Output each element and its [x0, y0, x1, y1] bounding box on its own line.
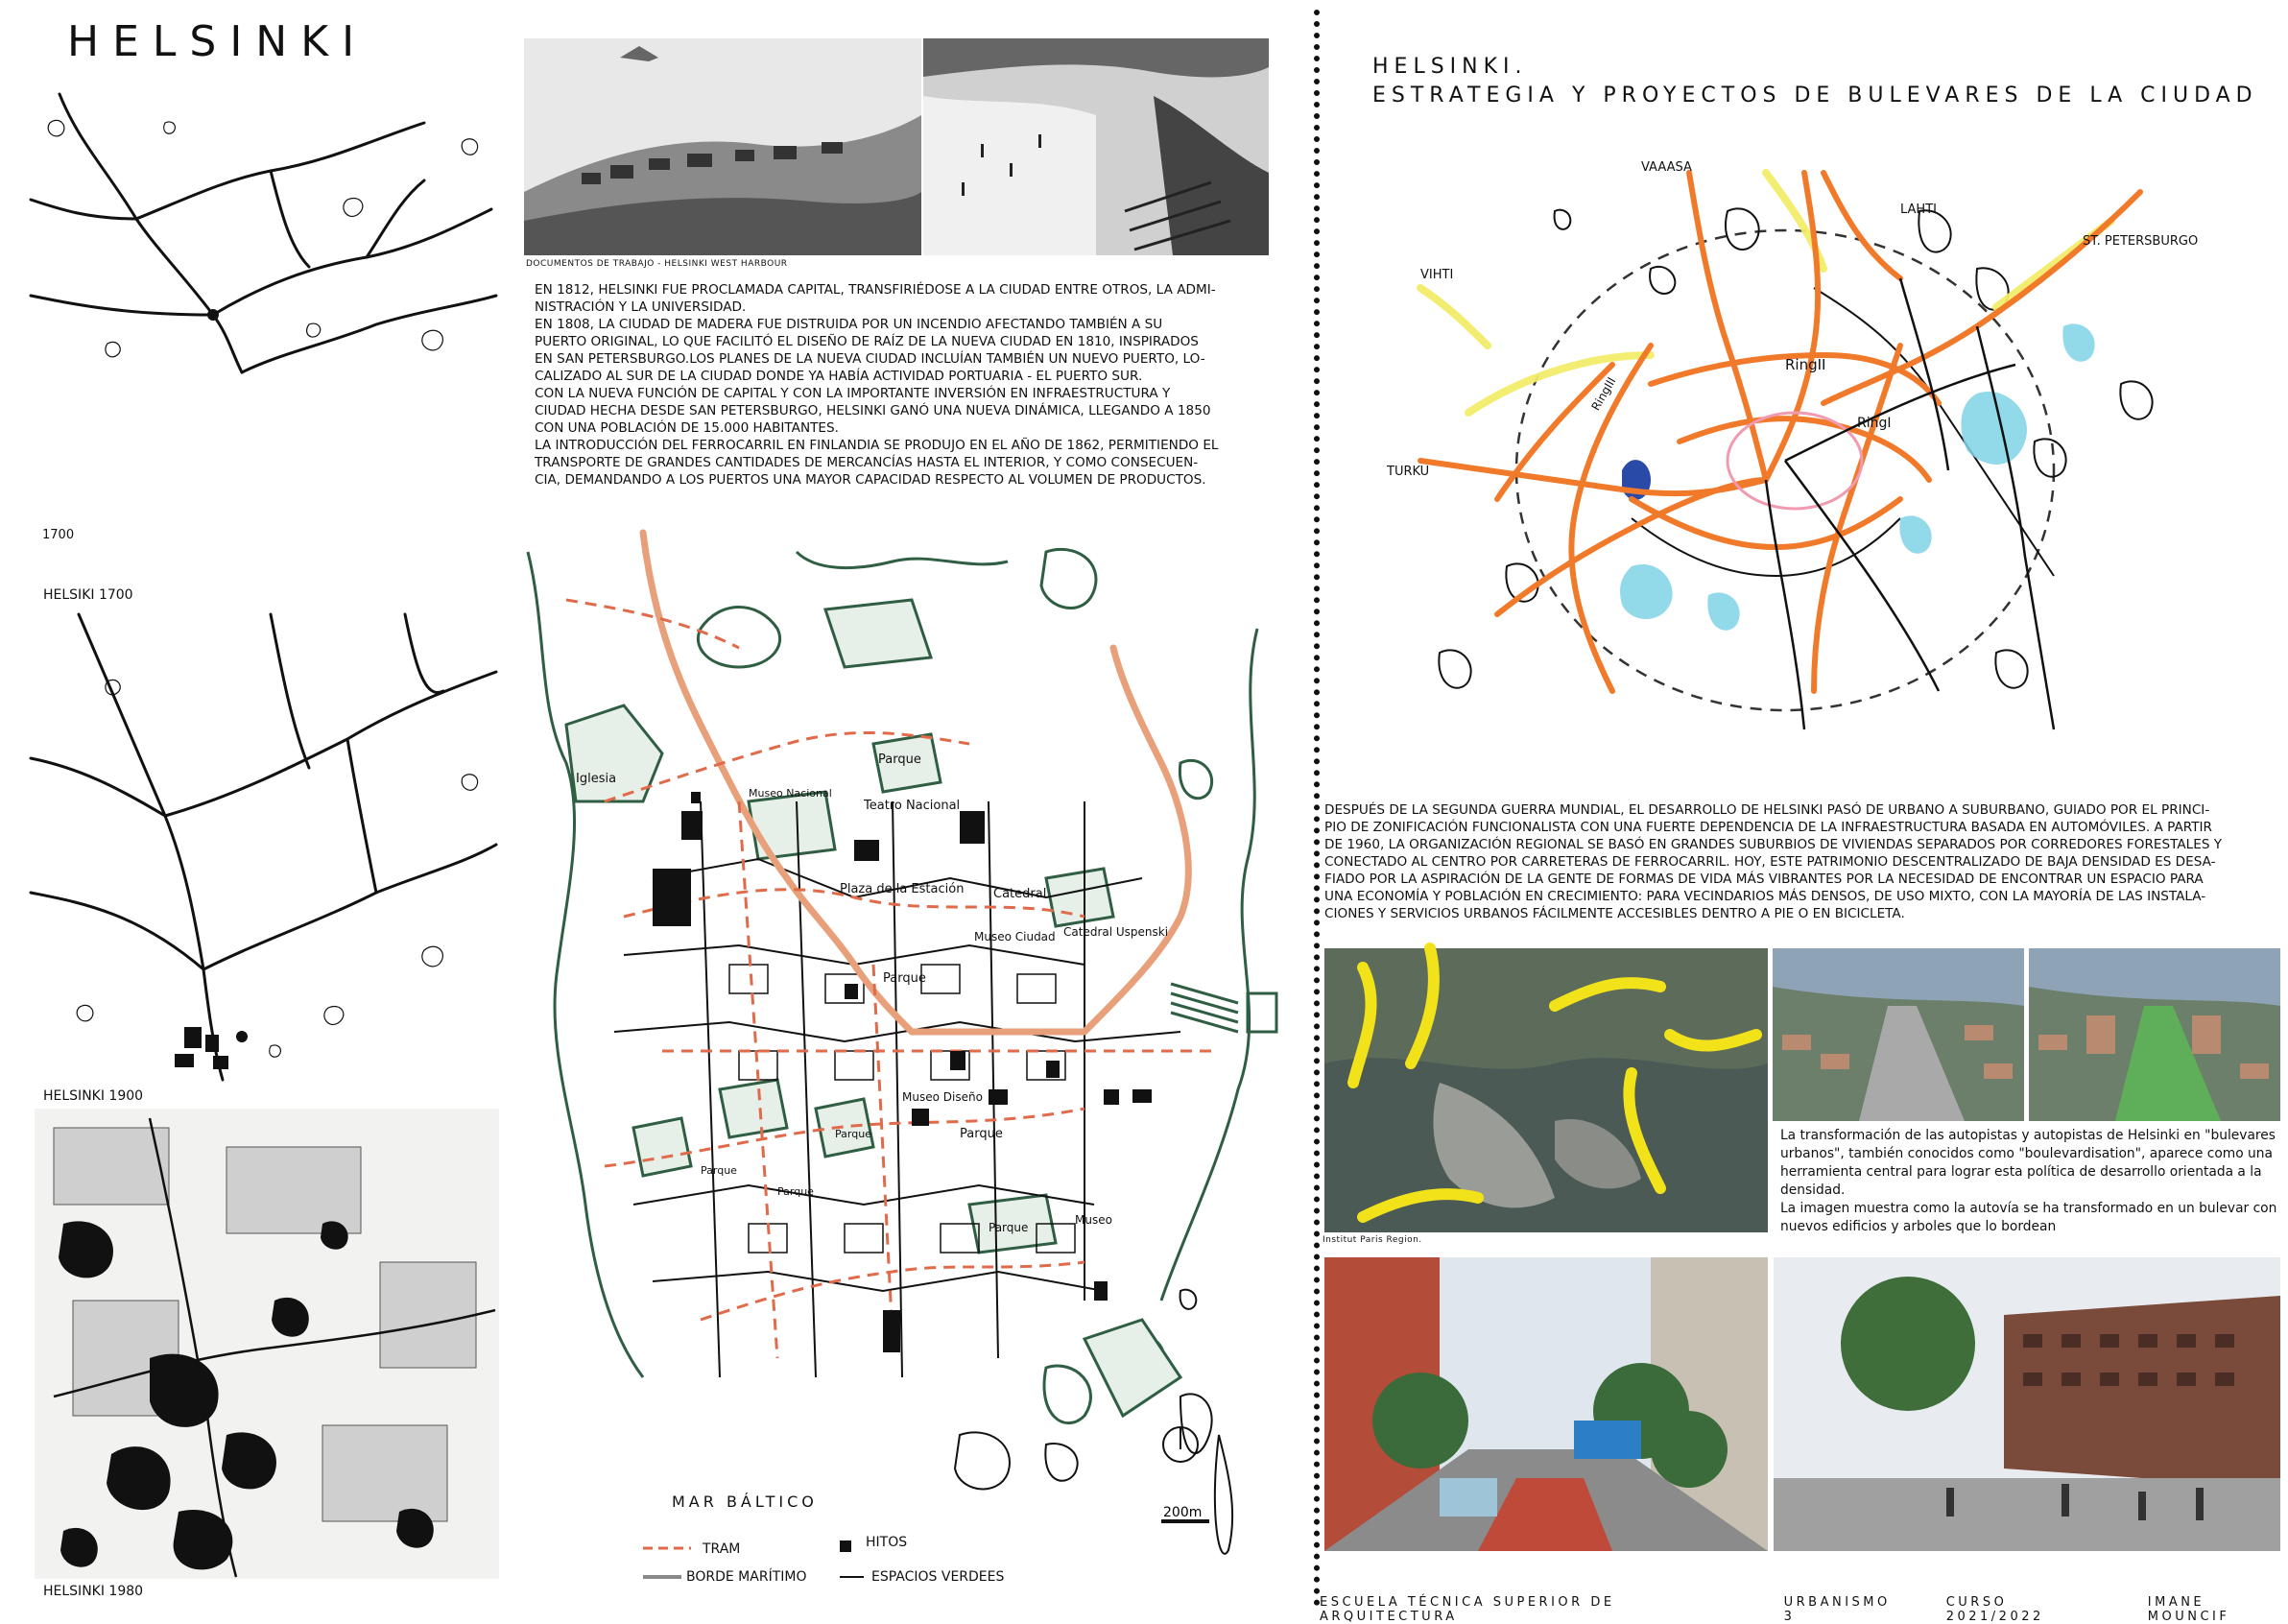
city-map-drawing [509, 513, 1296, 1608]
strategy-line: PIO DE ZONIFICACIÓN FUNCIONALISTA CON UNA FUERTE DEPENDENCIA DE LA INFRAESTRUCTURA BASADA EN AUTOMÓVILES. A PARTIR [1324, 820, 2212, 835]
legend-tram: TRAM [703, 1541, 741, 1557]
region-label-ring3: RingIII [1588, 374, 1619, 414]
page-footer [1320, 1595, 2288, 1624]
strategy-line: CONECTADO AL CENTRO POR CARRETERAS DE FERROCARRIL. HOY, ESTE PATRIMONIO DESCENTRALIZADO DE BAJA DENSIDAD ES DESA- [1324, 854, 2216, 870]
historic-map-1900 [21, 605, 501, 1085]
intro-line: CALIZADO AL SUR DE LA CIUDAD DONDE YA HABÍA ACTIVIDAD PORTUARIA - EL PUERTO SUR. [535, 369, 1143, 384]
map-1700-drawing [21, 84, 501, 392]
intro-line: CIA, DEMANDANDO A LOS PUERTOS UNA MAYOR CAPACIDAD RESPECTO AL VOLUMEN DE PRODUCTOS. [535, 472, 1206, 488]
label-parque-1: Parque [878, 752, 921, 767]
intro-line: CIUDAD HECHA DESDE SAN PETERSBURGO, HELSINKI GANÓ UNA NUEVA DINÁMICA, LLEGANDO A 1850 [535, 403, 1211, 418]
label-museo-ciudad: Museo Ciudad [974, 930, 1056, 943]
map-1900-drawing [21, 605, 501, 1085]
label-sea: MAR BÁLTICO [672, 1493, 818, 1511]
boulevard-line: La imagen muestra como la autovía se ha transformado en un bulevar con [1780, 1201, 2277, 1216]
intro-line: LA INTRODUCCIÓN DEL FERROCARRIL EN FINLANDIA SE PRODUJO EN EL AÑO DE 1862, PERMITIENDO EL [535, 438, 1219, 453]
region-map-drawing [1363, 154, 2227, 768]
region-label-st-petersburgo: ST. PETERSBURGO [2083, 234, 2199, 249]
map-1980-label: HELSINKI 1980 [43, 1584, 144, 1599]
strategy-line: DESPUÉS DE LA SEGUNDA GUERRA MUNDIAL, EL DESARROLLO DE HELSINKI PASÓ DE URBANO A SUBURBANO, GUIADO POR EL PRINCI- [1324, 802, 2210, 818]
strategy-line: FIADO POR LA ASPIRACIÓN DE LA GENTE DE FORMAS DE VIDA MÁS VIBRANTES POR LA NECESIDAD DE ENCONTRAR UN ESPACIO PARA [1324, 872, 2204, 887]
region-label-ring2: RingII [1785, 356, 1826, 373]
historic-map-1700 [21, 84, 501, 542]
harbour-caption: DOCUMENTOS DE TRABAJO - HELSINKI WEST HARBOUR [526, 259, 788, 269]
map-1700-label: HELSIKI 1700 [43, 587, 133, 603]
map-1900-label: HELSINKI 1900 [43, 1088, 144, 1104]
scale-label: 200m [1163, 1505, 1203, 1520]
highway-before-image [1773, 948, 2024, 1121]
strategy-line: DE 1960, LA ORGANIZACIÓN REGIONAL SE BASÓ EN GRANDES SUBURBIOS DE VIVIENDAS SEPARADOS POR CORREDORES FORESTALES Y [1324, 837, 2223, 852]
region-label-lahti: LAHTI [1900, 203, 1937, 217]
label-catedral-uspenski: Catedral Uspenski [1063, 925, 1169, 939]
intro-line: NISTRACIÓN Y LA UNIVERSIDAD. [535, 299, 747, 315]
legend-verdes: ESPACIOS VERDEES [871, 1569, 1005, 1585]
strategy-line: CIONES Y SERVICIOS URBANOS FÁCILMENTE ACCESIBLES DENTRO A PIE O EN BICICLETA. [1324, 906, 1905, 921]
label-parque-5: Parque [701, 1164, 737, 1177]
intro-line: CON LA NUEVA FUNCIÓN DE CAPITAL Y CON LA IMPORTANTE INVERSIÓN EN INFRAESTRUCTURA Y [535, 386, 1171, 401]
boulevard-after-image [2029, 948, 2280, 1121]
boulevard-render-1-image [1324, 1257, 1768, 1551]
legend-borde: BORDE MARÍTIMO [686, 1569, 807, 1585]
harbour-sketch-image [524, 38, 921, 255]
intro-line: PUERTO ORIGINAL, LO QUE FACILITÓ EL DISEÑO DE RAÍZ DE LA NUEVA CIUDAD EN 1810, INSPIRADOS [535, 334, 1199, 349]
harbour-photo-image [923, 38, 1269, 255]
boulevard-line: urbanos", también conocidos como "boulevardisation", aparece como una [1780, 1146, 2273, 1161]
right-title [1372, 53, 2258, 110]
intro-line: CON UNA POBLACIÓN DE 15.000 HABITANTES. [535, 420, 839, 436]
right-title-line1: HELSINKI. [1372, 55, 1528, 79]
right-title-line2: ESTRATEGIA Y PROYECTOS DE BULEVARES DE LA CIUDAD [1372, 84, 2258, 107]
region-label-ring1: RingI [1857, 416, 1892, 431]
intro-line: EN 1808, LA CIUDAD DE MADERA FUE DISTRUIDA POR UN INCENDIO AFECTANDO TAMBIÉN A SU [535, 317, 1163, 332]
boulevard-line: nuevos edificios y arboles que lo bordean [1780, 1219, 2057, 1234]
boulevard-text-block [1780, 1127, 2279, 1236]
region-label-turku: TURKU [1387, 465, 1430, 479]
region-label-vaaasa: VAAASA [1641, 160, 1692, 175]
historic-map-1980 [35, 1109, 499, 1579]
label-catedral: Catedral [993, 887, 1047, 901]
label-parque-2: Parque [883, 971, 926, 986]
footer-school: ESCUELA TÉCNICA SUPERIOR DE ARQUITECTURA [1320, 1595, 1615, 1624]
strategy-text-block [1324, 801, 2275, 922]
label-parque-6: Parque [777, 1185, 814, 1198]
label-parque-7: Parque [989, 1221, 1029, 1234]
city-map [509, 513, 1296, 1608]
label-iglesia: Iglesia [576, 772, 617, 786]
label-museo: Museo [1075, 1213, 1112, 1227]
intro-line: EN SAN PETERSBURGO.LOS PLANES DE LA NUEVA CIUDAD INCLUÍAN TAMBIÉN UN NUEVO PUERTO, LO- [535, 351, 1205, 367]
footer-author: IMANE MOUNCIF [2147, 1595, 2230, 1624]
label-teatro: Teatro Nacional [864, 799, 961, 813]
footer-year: CURSO 2021/2022 [1945, 1595, 2044, 1624]
region-map [1363, 154, 2227, 768]
map-1700-corner-label: 1700 [42, 528, 75, 542]
boulevard-line: La transformación de las autopistas y autopistas de Helsinki en "bulevares [1780, 1128, 2276, 1143]
boulevard-line: herramienta central para lograr esta política de desarrollo orientada a la [1780, 1164, 2262, 1180]
intro-text-block [535, 281, 1264, 489]
intro-line: TRANSPORTE DE GRANDES CANTIDADES DE MERCANCÍAS HASTA EL INTERIOR, Y COMO CONSECUEN- [535, 455, 1199, 470]
aerial-caption: Institut Paris Region. [1323, 1235, 1422, 1245]
label-plaza: Plaza de la Estación [840, 882, 965, 896]
strategy-line: UNA ECONOMÍA Y POBLACIÓN EN CRECIMIENTO: PARA VECINDARIOS MÁS DENSOS, DE USO MIXTO, CON LA MAYORÍA DE LAS INSTALA- [1324, 889, 2206, 904]
intro-line: EN 1812, HELSINKI FUE PROCLAMADA CAPITAL, TRANSFIRIÉDOSE A LA CIUDAD ENTRE OTROS, LA ADMI- [535, 282, 1216, 298]
legend-hitos: HITOS [866, 1535, 908, 1550]
footer-course: URBANISMO 3 [1783, 1595, 1891, 1624]
column-divider [1314, 10, 1320, 1607]
boulevard-line: densidad. [1780, 1182, 1846, 1198]
map-1980-drawing [35, 1109, 499, 1579]
label-museo-diseno: Museo Diseño [902, 1090, 983, 1104]
label-parque-4: Parque [835, 1128, 871, 1140]
page-title: HELSINKI [67, 17, 369, 66]
label-museo-nacional: Museo Nacional [749, 787, 832, 800]
region-label-vihti: VIHTI [1420, 268, 1454, 282]
aerial-map-image [1324, 948, 1768, 1232]
label-parque-3: Parque [960, 1127, 1003, 1141]
boulevard-render-2-image [1774, 1257, 2280, 1551]
